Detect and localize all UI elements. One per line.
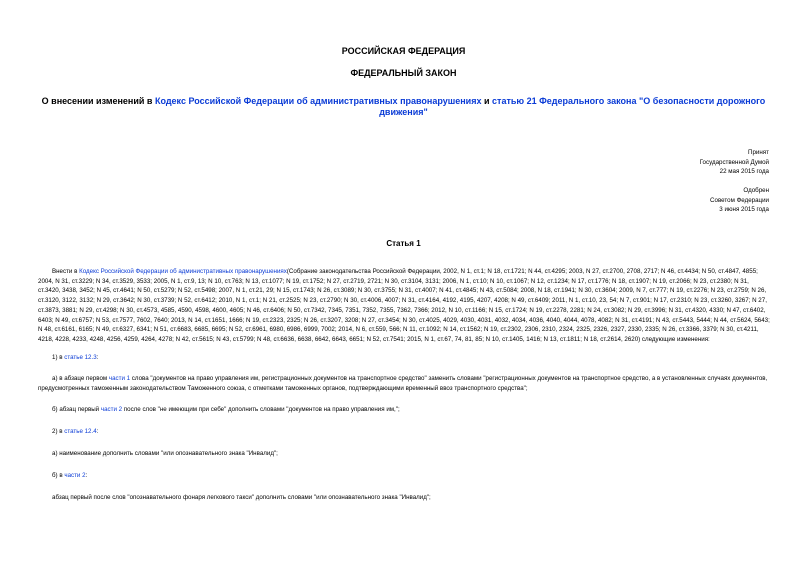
article-intro xyxy=(38,267,770,345)
item-text: а) в абзаце первом xyxy=(52,375,109,382)
item-2 xyxy=(52,427,784,437)
traffic-law-link[interactable]: статью 21 Федерального закона "О безопасности дорожного движения" xyxy=(379,96,766,117)
article-12-3-link[interactable]: статье 12.3 xyxy=(64,354,97,361)
item-text: : xyxy=(96,428,99,435)
accepted-label: Принят xyxy=(748,149,769,156)
item-text: 1) в xyxy=(52,354,65,361)
item-text: слова "документов на право управления им, регистрационных документов на транспортное средство" заменить словами "регистрационных документов на транспортное средство, а в установленных случаях документов, предусмотренных таможенным законодательством Таможенного союза, с отметками таможенных органов, подтверждающими временный ввоз транспортного средства"; xyxy=(38,375,768,392)
item-2b xyxy=(52,471,784,481)
law-type-heading: ФЕДЕРАЛЬНЫЙ ЗАКОН xyxy=(350,68,457,78)
article-heading: Статья 1 xyxy=(386,239,421,248)
item-text: : xyxy=(85,472,88,479)
approved-date: 3 июня 2015 года xyxy=(719,206,769,213)
item-1a xyxy=(38,374,770,393)
item-2b-text: абзац первый после слов "опознавательного фонаря легкового такси" дополнить словами "или опознавательного знака "Инвалид"; xyxy=(52,494,431,501)
code-link[interactable]: Кодекс Российской Федерации об административных правонарушениях xyxy=(154,96,482,106)
part-2-link[interactable]: части 2 xyxy=(64,472,86,479)
item-text: : xyxy=(96,354,99,361)
part-1-link[interactable]: части 1 xyxy=(108,375,131,382)
intro-code-link[interactable]: Кодекс Российской Федерации об административных правонарушениях xyxy=(79,268,287,275)
federation-heading: РОССИЙСКАЯ ФЕДЕРАЦИЯ xyxy=(341,46,466,56)
intro-citations: (Собрание законодательства Российской Федерации, 2002, N 1, ст.1; N 18, ст.1721; N 44, ст.4295; 2003, N 27, ст.2700, 2708, 2717; N 46, ст.4434; N 50, ст.4847, 4855; 2004, N 31, ст.3229; N 34, ст.3529, 3533; 2005, N 1, ст.9, 13; N 10, ст.763; N 13, ст.1077; N 19, ст.1752; N 27, ст.2719, 2721; N 30, ст.3104, 3131; 2006, N 1, ст.10; N 10, ст.1067; N 12, ст.1234; N 17, ст.1776; N 18, ст.1907; N 19, ст.2066; N 23, ст.2380; N 31, ст.3420, 3438, 3452; N 45, ст.4641; N 50, ст.5279; N 52, ст.5498; 2007, N 1, ст.21, 29; N 15, ст.1743; N 26, ст.3089; N 30, ст.3755; N 31, ст.4007; N 41, ст.4845; N 43, ст.5084; 2008, N 18, ст.1941; N 30, ст.3604; 2009, N 7, ст.777; N 19, ст.2276; N 23, ст.2759; N 26, ст.3120, 3122, 3132; N 29, ст.3642; N 30, ст.3739; N 52, ст.6412; 2010, N 1, ст.1; N 21, ст.2525; N 23, ст.2790; N 30, ст.4006, 4007; N 31, ст.4164, 4192, 4195, 4207, 4208; N 49, ст.6409; 2011, N 1, ст.10, 23, 54; N 7, ст.901; N 17, ст.2310; N 23, ст.3260, 3267; N 27, ст.3873, 3881; N 29, ст.4298; N 30, ст.4573, 4585, 4590, 4598, 4600, 4605; N 46, ст.6406; N 50, ст.7342, 7345, 7351, 7352, 7355, 7362, 7366; 2012, N 10, ст.1166; N 15, ст.1724; N 19, ст.2278, 2281; N 24, ст.3082; N 29, ст.3996; N 31, ст.4320, 4330; N 47, ст.6402, 6403; N 49, ст.6757; N 53, ст.7577, 7602, 7640; 2013, N 14, ст.1651, 1666; N 19, ст.2323, 2325; N 26, ст.3207, 3208; N 27, ст.3454; N 30, ст.4025, 4029, 4030, 4031, 4032, 4034, 4036, 4040, 4044, 4078, 4082; N 31, ст.4191; N 43, ст.5443, 5444; N 44, ст.5624, 5643; N 48, ст.6161, 6165; N 49, ст.6327, 6341; N 51, ст.6683, 6685, 6695; N 52, ст.6961, 6980, 6986, 6999, 7002; 2014, N 6, ст.559, 566; N 11, ст.1092; N 14, ст.1562; N 19, ст.2302, 2306, 2310, 2324, 2325, 2326, 2327, 2330, 2335; N 26, ст.3366, 3379; N 30, ст.4211, 4218, 4228, 4233, 4248, 4256, 4259, 4264, 4278; N 42, ст.5615; N 43, ст.5799; N 48, ст.6636, 6638, 6642, 6643, 6651; N 52, ст.7541; 2015, N 1, ст.67, 74, 81, 85; N 10, ст.1405, 1416; N 13, ст.1811; N 18, ст.2614, 2620) следующие изменения: xyxy=(38,268,770,343)
approved-block xyxy=(549,186,769,215)
title-text: О внесении изменений в xyxy=(41,96,155,106)
approved-body: Советом Федерации xyxy=(710,196,769,204)
approved-label: Одобрен xyxy=(743,187,769,194)
intro-text: Внести в xyxy=(52,268,80,275)
item-2a: а) наименование дополнить словами "или опознавательного знака "Инвалид"; xyxy=(52,450,278,457)
part-2-link[interactable]: части 2 xyxy=(100,406,123,413)
item-text: б) абзац первый xyxy=(52,406,101,413)
item-text: б) в xyxy=(52,472,65,479)
law-title xyxy=(40,96,767,118)
accepted-body: Государственной Думой xyxy=(699,158,769,166)
item-1 xyxy=(52,353,784,363)
item-text: 2) в xyxy=(52,428,65,435)
title-text: и xyxy=(481,96,493,106)
item-1b xyxy=(52,405,784,415)
accepted-date: 22 мая 2015 года xyxy=(719,168,769,175)
item-text: после слов "не имеющим при себе" дополнить словами "документов на право управления им,"; xyxy=(122,406,400,413)
accepted-block xyxy=(549,148,769,177)
article-12-4-link[interactable]: статье 12.4 xyxy=(64,428,97,435)
